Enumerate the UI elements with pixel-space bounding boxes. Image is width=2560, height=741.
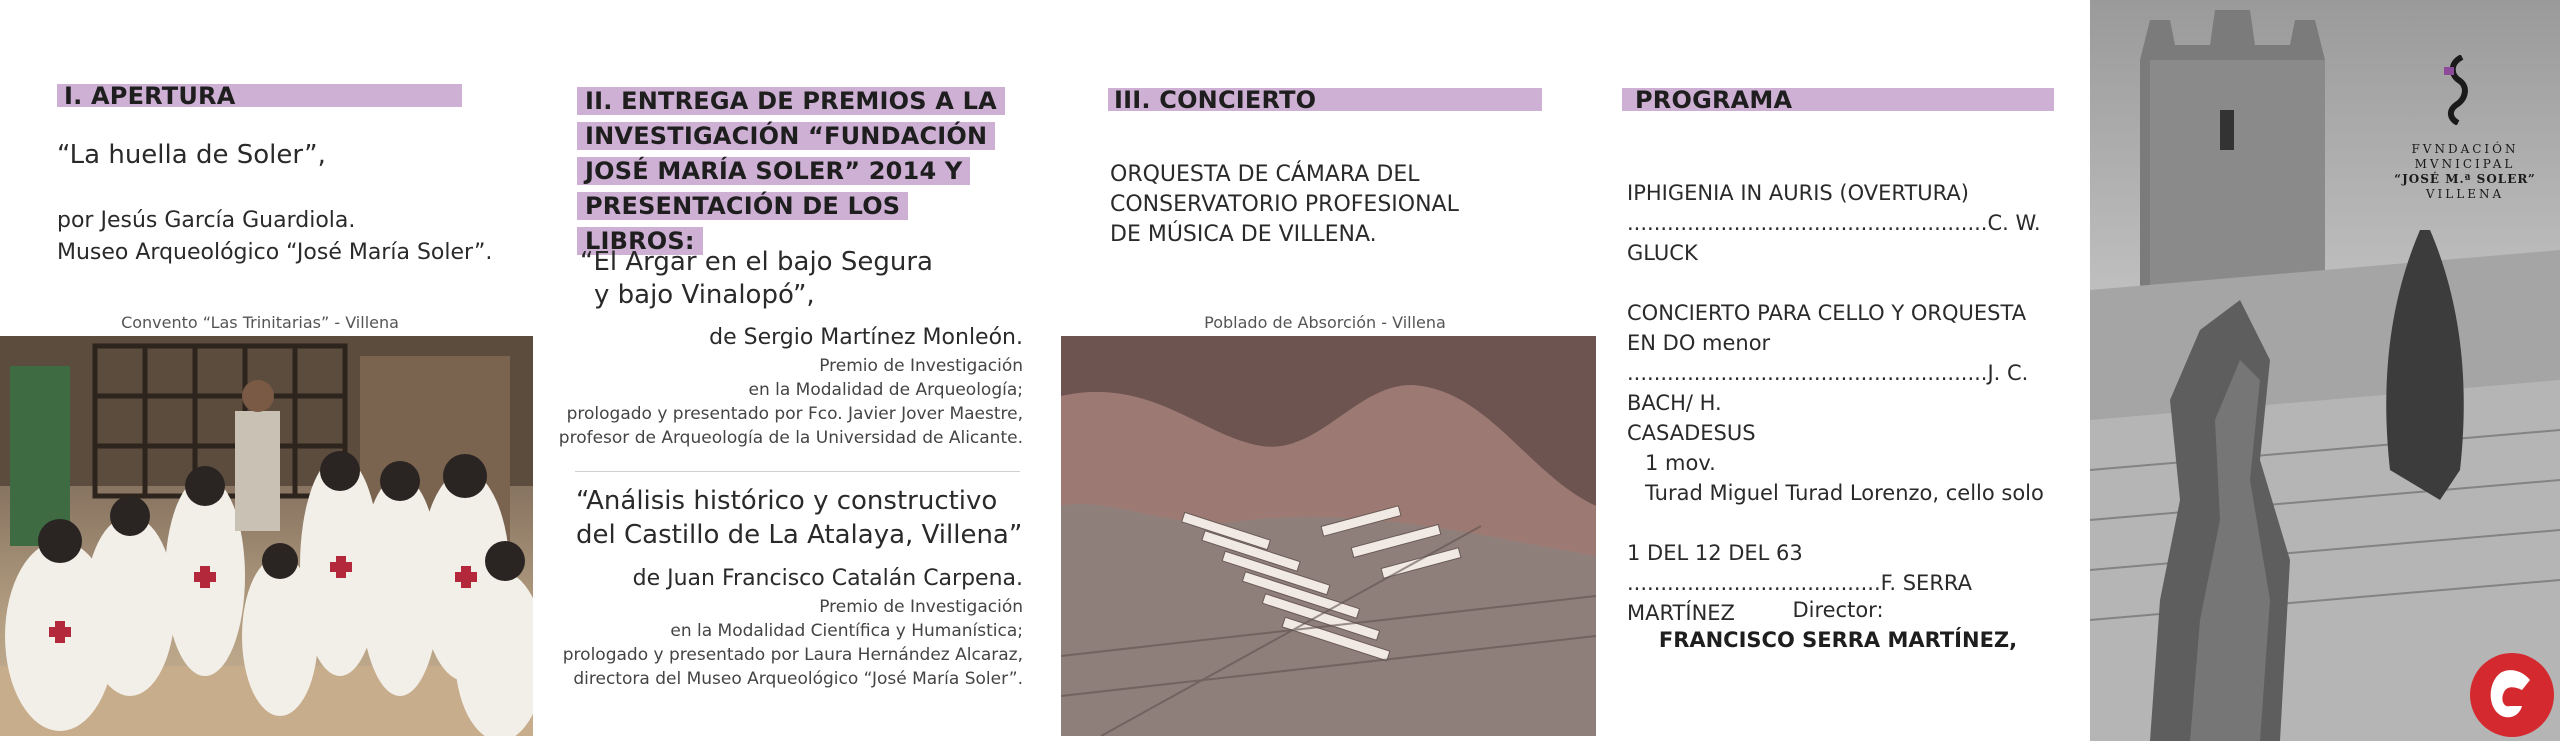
foundation-logo-icon (2442, 55, 2472, 125)
book2-title (576, 484, 1022, 552)
orchestra-line-3: DE MÚSICA DE VILLENA. (1110, 222, 1377, 247)
castle-photo (2090, 0, 2560, 741)
piece-3-composer: ......................................F. SERRA MARTÍNEZ (1627, 571, 1973, 625)
program-list (1627, 178, 2067, 628)
book1-title-line-2: y bajo Vinalopó”, (594, 280, 815, 310)
book2-detail-4: directora del Museo Arqueológico “José María Soler”. (573, 669, 1023, 689)
orchestra-line-2: CONSERVATORIO PROFESIONAL (1110, 192, 1459, 217)
photo-caption-convento: Convento “Las Trinitarias” - Villena (121, 313, 399, 332)
heading-premios-line-3: JOSÉ MARÍA SOLER” 2014 Y (577, 157, 970, 185)
heading-premios-line-1: II. ENTREGA DE PREMIOS A LA (577, 87, 1005, 115)
talk-author: por Jesús García Guardiola. (57, 208, 356, 233)
heading-premios-line-2: INVESTIGACIÓN “FUNDACIÓN (577, 122, 995, 150)
piece-2-key: EN DO menor (1627, 331, 1771, 355)
book1-detail-3: prologado y presentado por Fco. Javier Jover Maestre, (566, 404, 1023, 424)
heading-programa: PROGRAMA (1635, 86, 1793, 114)
orchestra-line-1: ORQUESTA DE CÁMARA DEL (1110, 162, 1420, 187)
heading-concierto: III. CONCIERTO (1114, 86, 1317, 114)
book1-author: de Sergio Martínez Monleón. (709, 325, 1023, 350)
orchestra (1110, 160, 1459, 250)
book2-detail-3: prologado y presentado por Laura Hernández Alcaraz, (562, 645, 1023, 665)
piece-2-soloist: Turad Miguel Turad Lorenzo, cello solo (1645, 481, 2044, 505)
book1-detail-4: profesor de Arqueología de la Universidad de Alicante. (558, 428, 1023, 448)
piece-2-movement: 1 mov. (1645, 451, 1716, 475)
talk-affiliation: Museo Arqueológico “José María Soler”. (57, 240, 493, 265)
castle-illustration (2090, 0, 2560, 741)
book2-detail-1: Premio de Investigación (819, 597, 1023, 617)
piece-1-composer: ......................................................C. W. GLUCK (1627, 211, 2041, 265)
book2-author: de Juan Francisco Catalán Carpena. (632, 566, 1023, 591)
nuns-illustration (0, 336, 533, 736)
photo-caption-poblado: Poblado de Absorción - Villena (1204, 313, 1446, 332)
piece-2-composer: ......................................................J. C. BACH/ H. (1627, 361, 2029, 415)
piece-2-title: CONCIERTO PARA CELLO Y ORQUESTA (1627, 301, 2027, 325)
foundation-logo-text (2380, 142, 2550, 202)
logo-line-1: FVNDACIÓN (2411, 142, 2519, 156)
book1-detail-1: Premio de Investigación (819, 356, 1023, 376)
logo-line-4: VILLENA (2425, 187, 2505, 201)
director-name: FRANCISCO SERRA MARTÍNEZ, (1658, 628, 2018, 652)
book1-title (580, 246, 933, 312)
logo-line-2: MVNICIPAL (2414, 157, 2516, 171)
nuns-photo (0, 336, 533, 736)
piece-1-title: IPHIGENIA IN AURIS (OVERTURA) (1627, 181, 1969, 205)
piece-2-composer-cont: CASADESUS (1627, 421, 1756, 445)
aerial-illustration (1061, 336, 1596, 736)
book1-details (559, 354, 1023, 450)
aerial-photo (1061, 336, 1596, 736)
heading-apertura: I. APERTURA (64, 82, 236, 110)
book2-title-line-1: “Análisis histórico y constructivo (576, 486, 998, 516)
heading-premios (577, 84, 1017, 259)
piece-3-title: 1 DEL 12 DEL 63 (1627, 541, 1803, 565)
book1-detail-2: en la Modalidad de Arqueología; (748, 380, 1023, 400)
heading-premios-line-4: PRESENTACIÓN DE LOS LIBROS: (577, 192, 908, 255)
book2-detail-2: en la Modalidad Científica y Humanística; (670, 621, 1023, 641)
director-label: Director: (1792, 598, 1884, 622)
logo-line-3: “JOSÉ M.ª SOLER” (2394, 172, 2536, 186)
book2-details (563, 595, 1023, 691)
book2-title-line-2: del Castillo de La Atalaya, Villena” (576, 520, 1023, 550)
book1-title-line-1: “El Argar en el bajo Segura (580, 247, 933, 277)
talk-title: “La huella de Soler”, (57, 140, 326, 170)
divider (575, 471, 1020, 472)
